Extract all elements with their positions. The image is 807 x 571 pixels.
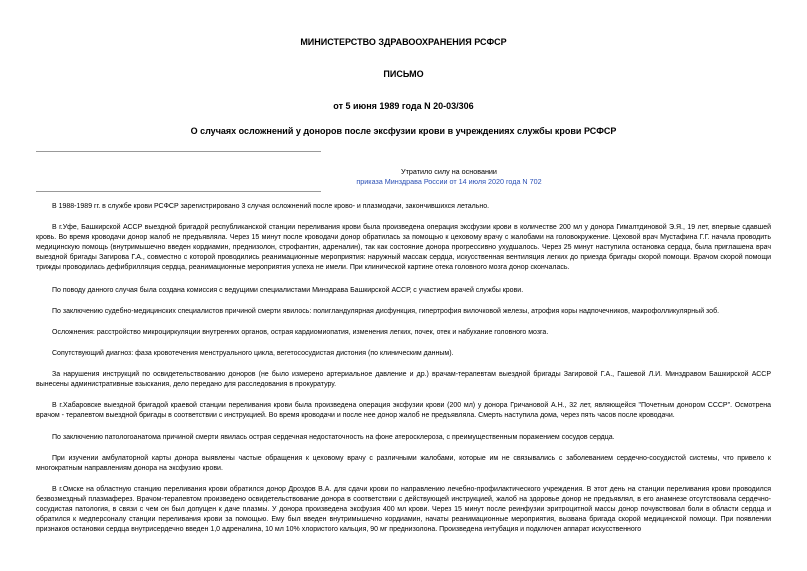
paragraph-5 — [36, 328, 771, 338]
paragraph-text: За нарушения инструкций по освидетельствованию доноров (не было измерено артериальное давление и др.) врачам-терапевтам выездной бригады Загировой Г.А., Гашевой Л.И. Минздравом Башкирской АССР вынесены административные взыскания, дело передано для расследования в прокуратуру. — [36, 371, 771, 388]
paragraph-text: В г.Омске на областную станцию переливания крови обратился донор Дроздов В.А. для сдачи крови по направлению лечебно-профилактического учреждения. В этот день на станции переливания крови проводился безвозмездный плазмаферез. Врачом-терапевтом произведено освидетельствование донора в соответствии с действующей инструкцией, жалоб на здоровье донор не предъявлял, в его анамнезе отсутствовала сердечно-сосудистая патология, в связи с чем он был допущен к даче плазмы. У донора произведена эксфузия 400 мл крови. Через 15 минут после реинфузии эритроцитной массы донор почувствовал боли в области сердца и обратился к медперсоналу станции переливания крови за помощью. Ему был введен внутримышечно кордиамин, начаты реанимационные мероприятия, вызвана бригада скорой медицинской помощи. При появлении признаков остановки сердца внутрисердечно введен 1,0 адреналина, 10 мл 10% хлористого кальция, 90 мг преднизолона. Произведена интубация и подключен аппарат искусственного — [36, 486, 771, 533]
paragraph-text: В г.Хабаровске выездной бригадой краевой станции переливания крови была произведена операция эксфузии крови (200 мл) у донора Гричановой А.Н., 32 лет, являющейся "Почетным донором СССР". Осмотрена врачом - терапевтом выездной бригады в соответствии с инструкцией. Во время кроводачи и после нее донор жалоб не предъявляла. Смерть наступила дома, через пять часов после кроводачи. — [36, 402, 771, 419]
paragraph-text: При изучении амбулаторной карты донора выявлены частые обращения к цеховому врачу с различными жалобами, которые им не связывались с заболеванием сердечно-сосудистой системы, что привело к многократным направлениям донора на эксфузию крови. — [36, 455, 771, 472]
paragraph-4 — [36, 307, 771, 317]
status-note-link-line — [300, 177, 598, 186]
divider-bottom — [36, 191, 321, 192]
ministry-title: МИНИСТЕРСТВО ЗДРАВООХРАНЕНИЯ РСФСР — [300, 37, 507, 47]
document-type: ПИСЬМО — [383, 69, 424, 79]
paragraph-2 — [36, 223, 771, 273]
document-subject: О случаях осложнений у доноров после эксфузии крови в учреждениях службы крови РСФСР — [190, 126, 617, 136]
repeal-order-link[interactable]: приказа Минздрава России от 14 июля 2020 года N 702 — [356, 177, 542, 186]
paragraph-1 — [36, 202, 771, 212]
paragraph-text: По поводу данного случая была создана комиссия с ведущими специалистами Минздрава Башкирской АССР, с участием врачей службы крови. — [52, 287, 524, 294]
paragraph-text: По заключению патологоанатома причиной смерти явилась острая сердечная недостаточность на фоне атеросклероза, с преимущественным поражением сосудов сердца. — [52, 434, 615, 441]
paragraph-6 — [36, 349, 771, 359]
paragraph-9 — [36, 433, 771, 443]
paragraph-text: В г.Уфе, Башкирской АССР выездной бригадой республиканской станции переливания крови была произведена операция эксфузии крови в количестве 200 мл у донора Гималтдиновой Э.Я., 19 лет, впервые сдавшей кровь. Во время кроводачи донор жалоб не предъявляла. Через 15 минут после кроводачи донор обратилась за помощью к цеховому врачу с жалобами на головокружение. Цеховой врач Мустафина Г.Г. начала проводить медицинскую помощь (внутримышечно введен кордиамин, преднизолон, строфантин, адреналин), так как состояние донора прогрессивно ухудшалось. Через 25 минут наступила остановка сердца, была приглашена врач выездной бригады Загирова Г.А., совместно с которой проводились реанимационные мероприятия: наружный массаж сердца, искусственная вентиляция легких до приезда бригады скорой помощи. Врачом скорой помощи трижды проводилась дефибрилляция сердца, реанимационные мероприятия успеха не имели. При клинической картине отека головного мозга донор скончалась. — [36, 224, 771, 271]
paragraph-7 — [36, 370, 771, 390]
paragraph-text: Сопутствующий диагноз: фаза кровотечения менструального цикла, вегетососудистая дистония (по клиническим данным). — [52, 350, 454, 357]
status-note-text: Утратило силу на основании — [401, 167, 497, 176]
document-date-number: от 5 июня 1989 года N 20-03/306 — [333, 101, 474, 111]
divider-top — [36, 151, 321, 152]
paragraph-11 — [36, 485, 771, 571]
paragraph-3 — [36, 286, 771, 296]
paragraph-10 — [36, 454, 771, 474]
paragraph-8 — [36, 401, 771, 421]
paragraph-text: Осложнения: расстройство микроциркуляции внутренних органов, острая кардиомиопатия, изменения легких, почек, отек и набухание головного мозга. — [52, 329, 549, 336]
paragraph-text: В 1988-1989 гг. в службе крови РСФСР зарегистрировано 3 случая осложнений после крово- и плазмодачи, закончившихся летально. — [52, 203, 490, 210]
paragraph-text: По заключению судебно-медицинских специалистов причиной смерти явилось: полигландулярная дисфункция, гипертрофия вилочковой железы, атрофия коры надпочечников, макрофолликулярный зоб. — [52, 308, 720, 315]
